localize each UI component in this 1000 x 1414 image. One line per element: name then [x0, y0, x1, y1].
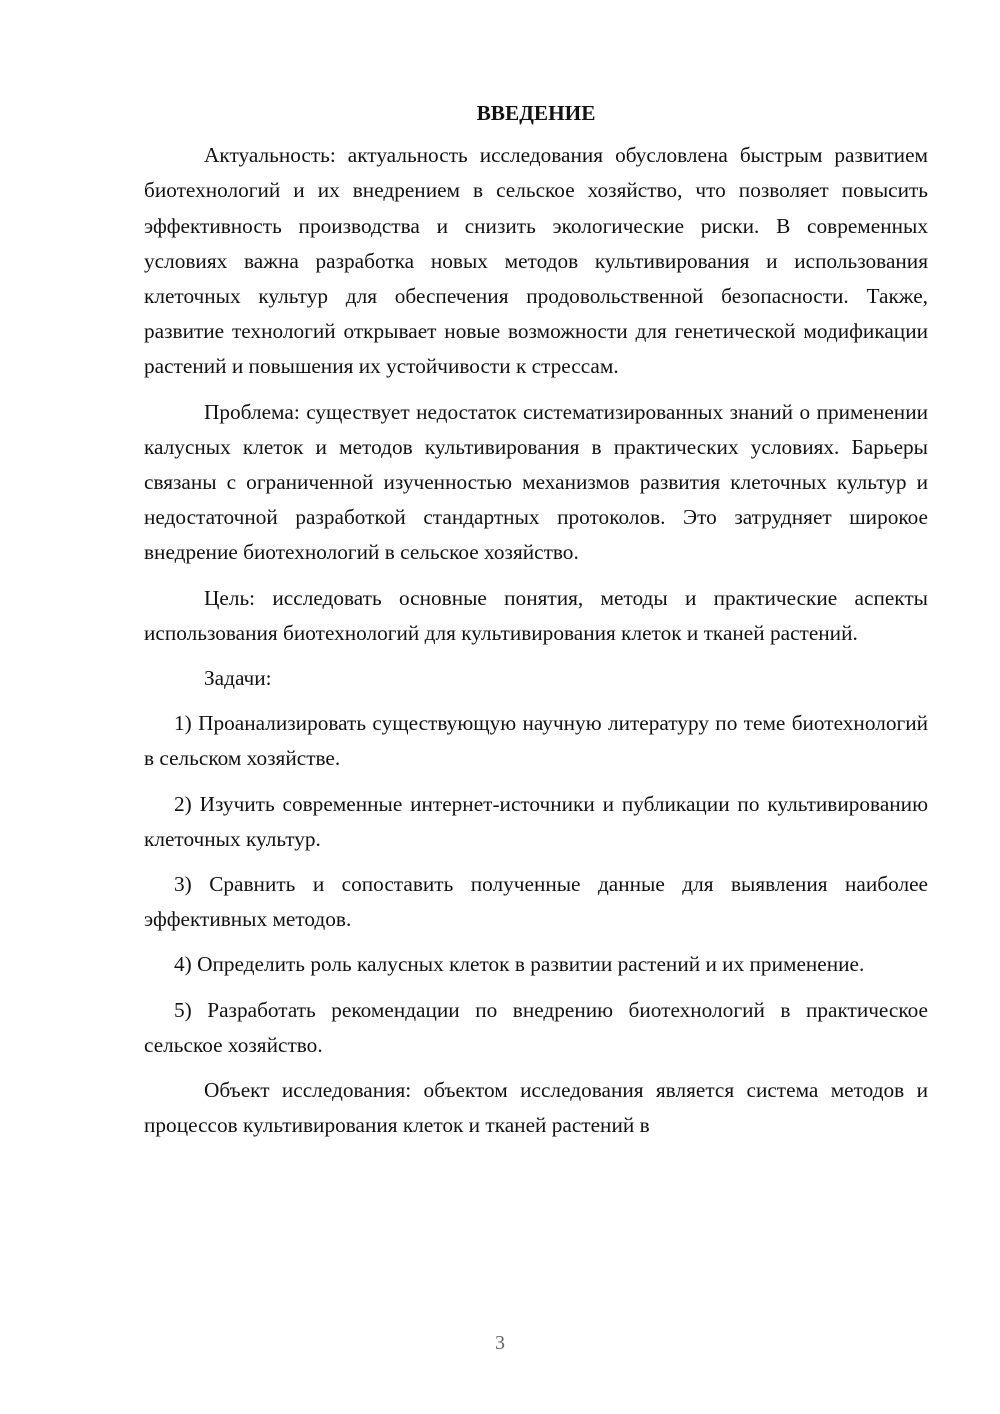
paragraph-object: Объект исследования: объектом исследования является система методов и процессов культивирования клеток и тканей растений в [144, 1078, 928, 1138]
task-item-3: 3) Сравнить и сопоставить полученные данные для выявления наиболее эффективных методов. [144, 872, 928, 932]
tasks-label: Задачи: [204, 666, 272, 691]
task-item-5: 5) Разработать рекомендации по внедрению биотехнологий в практическое сельское хозяйство. [144, 997, 928, 1057]
page-number: 3 [495, 1332, 505, 1354]
paragraph-relevance: Актуальность: актуальность исследования обусловлена быстрым развитием биотехнологий и их внедрением в сельское хозяйство, что позволяет повысить эффективность производства и снизить экологические риски. В современных условиях важна разработка новых методов культивирования и использования клеточных культур для обеспечения продовольственной безопасности. Также, развитие технологий открывает новые возможности для генетической модификации растений и повышения их устойчивости к стрессам. [144, 143, 928, 379]
task-item-2: 2) Изучить современные интернет-источники и публикации по культивированию клеточных культур. [144, 791, 928, 851]
section-title: ВВЕДЕНИЕ [476, 101, 596, 125]
task-item-4: 4) Определить роль калусных клеток в развитии растений и их применение. [174, 952, 865, 977]
paragraph-problem: Проблема: существует недостаток систематизированных знаний о применении калусных клеток и методов культивирования в практических условиях. Барьеры связаны с ограниченной изученностью механизмов развития клеточных культур и недостаточной разработкой стандартных протоколов. Это затрудняет широкое внедрение биотехнологий в сельское хозяйство. [144, 399, 928, 565]
task-item-1: 1) Проанализировать существующую научную литературу по теме биотехнологий в сельском хозяйстве. [144, 711, 928, 771]
document-page [144, 96, 928, 1153]
paragraph-goal: Цель: исследовать основные понятия, методы и практические аспекты использования биотехнологий для культивирования клеток и тканей растений. [144, 585, 928, 645]
